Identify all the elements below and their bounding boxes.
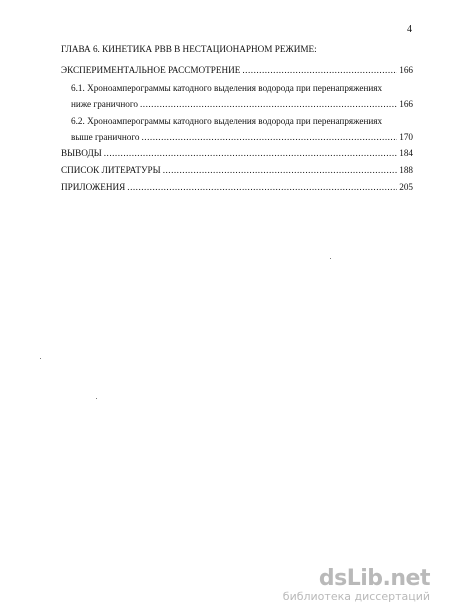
toc-references-entry	[61, 166, 413, 175]
toc-leader-dots	[242, 66, 397, 75]
scan-speck	[330, 258, 331, 259]
toc-leader-dots	[163, 166, 398, 175]
toc-conclusions-entry	[61, 149, 413, 158]
toc-label: 6.1. Хроноамперограммы катодного выделения водорода при перенапряжениях	[71, 83, 383, 93]
watermark-logo: dsLib.net	[318, 565, 430, 591]
toc-appendices-entry	[61, 183, 413, 192]
scan-speck	[40, 358, 41, 359]
toc-section-6-2-entry	[71, 133, 413, 142]
toc-leader-dots	[142, 133, 398, 142]
toc-leader-dots	[140, 100, 397, 109]
toc-chapter-6-entry	[61, 66, 413, 75]
toc-chapter-6-heading	[61, 45, 413, 54]
toc-page: 170	[399, 132, 413, 142]
toc-page: 205	[399, 182, 413, 192]
toc-label: выше граничного	[71, 132, 140, 142]
toc-label: СПИСОК ЛИТЕРАТУРЫ	[61, 165, 161, 175]
toc-label: ГЛАВА 6. КИНЕТИКА РВВ В НЕСТАЦИОНАРНОМ РЕЖИМЕ:	[61, 44, 317, 54]
toc-section-6-1-entry	[71, 100, 413, 109]
watermark-subtitle: библиотека диссертаций	[282, 589, 430, 603]
toc-page: 166	[399, 99, 413, 109]
toc-label: ВЫВОДЫ	[61, 148, 102, 158]
watermark	[282, 565, 430, 603]
toc-page: 166	[399, 65, 413, 75]
toc-section-6-2-heading	[71, 117, 413, 126]
toc-label: 6.2. Хроноамперограммы катодного выделения водорода при перенапряжениях	[71, 116, 383, 126]
toc-leader-dots	[127, 183, 397, 192]
scan-speck	[96, 398, 97, 399]
toc-label: ниже граничного	[71, 99, 138, 109]
toc-page: 188	[399, 165, 413, 175]
page-number: 4	[407, 24, 412, 35]
toc-leader-dots	[104, 149, 397, 158]
toc-section-6-1-heading	[71, 84, 413, 93]
toc-page: 184	[399, 148, 413, 158]
toc-label: ПРИЛОЖЕНИЯ	[61, 182, 126, 192]
toc-label: ЭКСПЕРИМЕНТАЛЬНОЕ РАССМОТРЕНИЕ	[61, 65, 241, 75]
